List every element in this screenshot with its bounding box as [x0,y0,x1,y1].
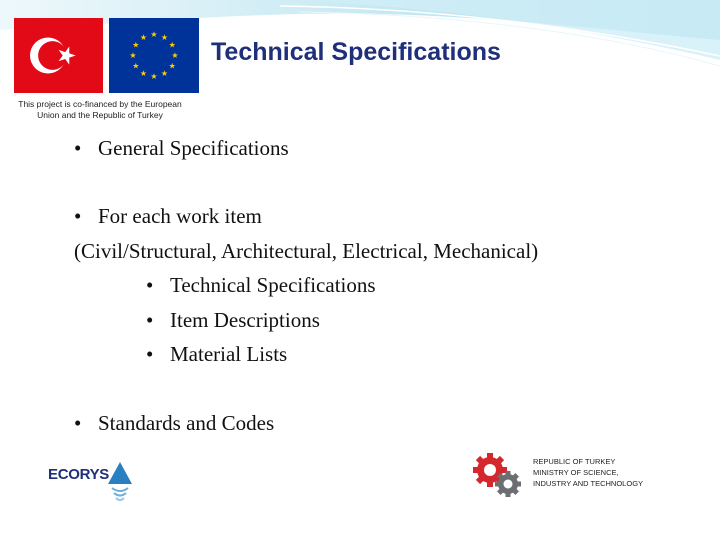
bullet-icon: • [74,411,82,435]
svg-text:★: ★ [132,40,140,50]
ecorys-logo-text: ECORYS [48,466,109,483]
sub-bullet-item [146,273,376,298]
bullet-icon: • [74,136,82,160]
svg-text:★: ★ [139,32,148,42]
bullet-item-work [74,204,262,229]
bullet-icon: • [74,204,82,228]
sub-bullet-text: Technical Specifications [170,273,376,297]
sub-bullet-text: Material Lists [170,342,288,366]
svg-text:★: ★ [139,69,148,79]
eu-flag-icon [109,18,199,93]
svg-text:★: ★ [160,32,169,42]
sub-bullet-item [146,308,320,333]
svg-text:★: ★ [168,40,176,50]
cofinance-line-1: This project is co-financed by the European [18,99,182,109]
bullet-icon: • [146,273,154,297]
bullet-text: Standards and Codes [98,411,275,435]
bullet-icon: • [146,308,154,332]
ministry-line-1: REPUBLIC OF TURKEY [533,457,616,466]
svg-text:★: ★ [168,61,176,71]
ministry-line-2: MINISTRY OF SCIENCE, [533,468,619,477]
turkey-flag-icon [14,18,103,93]
sub-bullet-item [146,342,287,367]
bullet-item-standards [74,411,274,436]
cofinance-note [10,99,190,121]
work-item-categories: (Civil/Structural, Architectural, Electrical, Mechanical) [74,239,539,263]
ministry-line-3: INDUSTRY AND TECHNOLOGY [533,479,644,488]
ministry-label [533,456,643,489]
gear-logo-icon [470,452,525,500]
sub-bullet-text: Item Descriptions [170,308,320,332]
svg-text:★: ★ [129,51,137,60]
bullet-item-general [74,136,289,161]
bullet-text: General Specifications [98,136,289,160]
svg-text:★: ★ [171,51,179,60]
svg-text:★: ★ [150,72,158,81]
svg-text:★: ★ [160,69,169,79]
svg-text:★: ★ [132,61,140,71]
bullet-text: For each work item [98,204,262,228]
svg-text:★: ★ [150,30,158,39]
cofinance-line-2: Union and the Republic of Turkey [37,110,163,120]
page-title: Technical Specifications [211,38,501,66]
bullet-icon: • [146,342,154,366]
